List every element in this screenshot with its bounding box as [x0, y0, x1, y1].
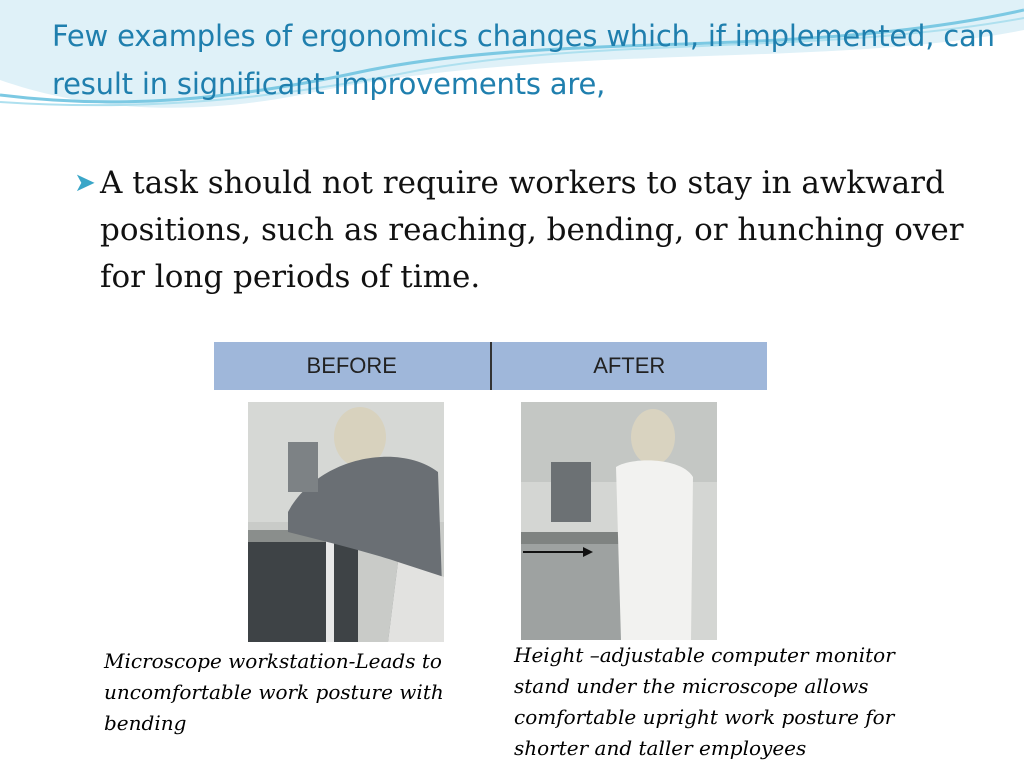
after-photo: [521, 402, 717, 640]
arrow-bullet-icon: ➤: [74, 168, 96, 198]
after-label: AFTER: [593, 353, 666, 378]
before-photo: [248, 402, 444, 642]
after-caption: Height –adjustable computer monitor stand under the microscope allows comfortable upright work posture for shorter and taller employees: [514, 643, 895, 760]
bullet-text: A task should not require workers to stay in awkward positions, such as reaching, bending, or hunching over for long periods of time.: [100, 165, 964, 295]
before-caption: Microscope workstation-Leads to uncomfortable work posture with bending: [104, 649, 444, 735]
comparison-header: [214, 342, 767, 390]
before-label: BEFORE: [306, 353, 397, 378]
bullet-point: [74, 160, 974, 301]
slide-title: Few examples of ergonomics changes which, if implemented, can result in significant improvements are,: [52, 19, 995, 101]
